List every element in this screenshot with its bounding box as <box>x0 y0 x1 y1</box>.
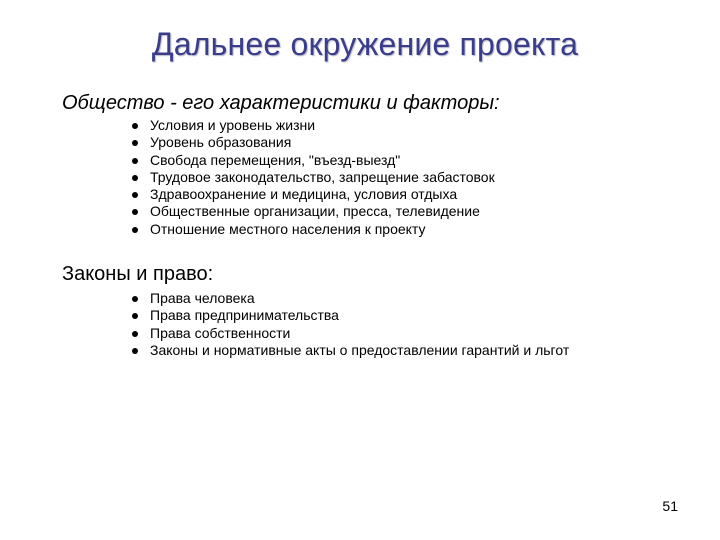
list-item-text: Свобода перемещения, "въезд-выезд" <box>150 151 401 168</box>
list-item-text: Условия и уровень жизни <box>150 117 316 133</box>
list-item-text: Права предпринимательства <box>150 307 339 324</box>
list-item <box>130 203 495 220</box>
list-item <box>130 169 495 186</box>
bullet-icon <box>132 175 138 181</box>
section-heading-society: Общество - его характеристики и факторы: <box>62 92 500 114</box>
list-item-text: Уровень образования <box>150 134 292 151</box>
bullet-icon <box>132 227 138 233</box>
bullet-icon <box>132 348 138 354</box>
bullet-icon <box>132 331 138 337</box>
bullet-icon <box>132 192 138 198</box>
list-item-text: Здравоохранение и медицина, условия отдыха <box>150 186 458 203</box>
bullet-icon <box>132 313 138 319</box>
list-item-text: Отношение местного населения к проекту <box>150 220 426 237</box>
slide-title: Дальнее окружение проекта <box>151 26 579 62</box>
page-number: 51 <box>662 498 678 514</box>
list-item <box>130 290 569 307</box>
list-item <box>130 117 495 134</box>
bullet-icon <box>132 158 138 164</box>
bullet-icon <box>132 123 138 129</box>
list-item <box>130 221 495 238</box>
list-item-text: Законы и нормативные акты о предоставлении гарантий и льгот <box>150 341 570 358</box>
list-item <box>130 186 495 203</box>
bullet-list-society <box>130 117 495 238</box>
list-item-text: Общественные организации, пресса, телевидение <box>150 203 480 220</box>
list-item <box>130 152 495 169</box>
list-item <box>130 307 569 324</box>
list-item-text: Трудовое законодательство, запрещение забастовок <box>150 168 495 185</box>
section-heading-law: Законы и право: <box>62 263 214 285</box>
list-item-text: Права человека <box>150 290 255 306</box>
list-item <box>130 134 495 151</box>
bullet-icon <box>132 140 138 146</box>
bullet-icon <box>132 296 138 302</box>
list-item <box>130 325 569 342</box>
list-item-text: Права собственности <box>150 324 291 341</box>
list-item <box>130 342 569 359</box>
bullet-list-law <box>130 290 569 359</box>
bullet-icon <box>132 209 138 215</box>
